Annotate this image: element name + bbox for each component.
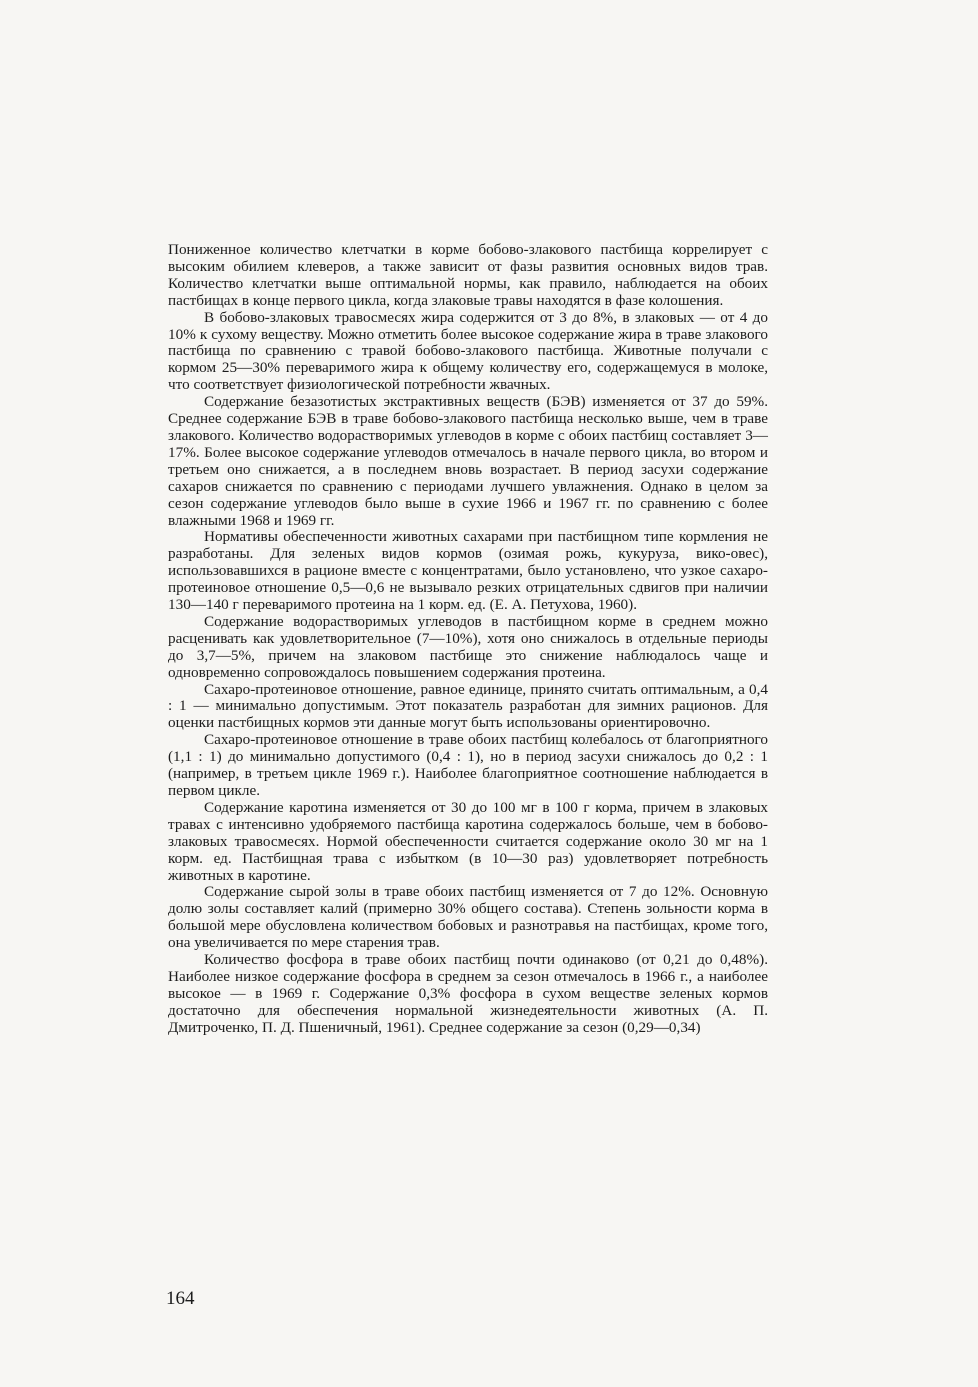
page-number: 164 xyxy=(166,1288,195,1309)
paragraph-fiber: Пониженное количество клетчатки в корме бобово-злакового пастбища коррелирует с высоким обилием клеверов, а также зависит от фазы развития основных видов трав. Количество клетчатки выше оптимальной нормы, как правило, наблюдается на обоих пастбищах в конце первого цикла, когда злаковые травы находятся в фазе колошения. xyxy=(168,241,768,309)
paragraph-sugar-protein-range: Сахаро-протеиновое отношение в траве обоих пастбищ колебалось от благоприятного (1,1 : 1) до минимально допустимого (0,4 : 1), но в период засухи снижалось до 0,2 : 1 (например, в третьем цикле 1969 г.). Наиболее благоприятное соотношение наблюдается в первом цикле. xyxy=(168,731,768,799)
paragraph-phosphorus: Количество фосфора в траве обоих пастбищ почти одинаково (от 0,21 до 0,48%). Наиболее низкое содержание фосфора в среднем за сезон отмечалось в 1966 г., а наиболее высокое — в 1969 г. Содержание 0,3% фосфора в сухом веществе зеленых кормов достаточно для обеспечения нормальной жизнедеятельности животных (А. П. Дмитроченко, П. Д. Пшеничный, 1961). Среднее содержание за сезон (0,29—0,34) xyxy=(168,951,768,1036)
paragraph-fat: В бобово-злаковых травосмесях жира содержится от 3 до 8%, в злаковых — от 4 до 10% к сухому веществу. Можно отметить более высокое содержание жира в траве злакового пастбища по сравнению с травой бобово-злакового пастбища. Животные получали с кормом 25—30% переваримого жира к общему количеству его, содержащемуся в молоке, что соответствует физиологической потребности жвачных. xyxy=(168,308,768,394)
paragraph-soluble-carbohydrates: Содержание водорастворимых углеводов в пастбищном корме в среднем можно расценивать как удовлетворительное (7—10%), хотя оно снижалось в отдельные периоды до 3,7—5%, причем на злаковом пастбище это снижение наблюдалось чаще и одновременно сопровождалось повышением содержания протеина. xyxy=(168,612,768,681)
paragraph-sugar-norms: Нормативы обеспеченности животных сахарами при пастбищном типе кормления не разработаны. Для зеленых видов кормов (озимая рожь, кукуруза, вико-овес), использовавшихся в рационе вместе с концентратами, было установлено, что узкое сахаро-протеиновое отношение 0,5—0,6 не вызывало резких отрицательных сдвигов при наличии 130—140 г переваримого протеина на 1 корм. ед. (Е. А. Петухова, 1960). xyxy=(168,528,768,614)
paragraph-ash: Содержание сырой золы в траве обоих пастбищ изменяется от 7 до 12%. Основную долю золы составляет калий (примерно 30% общего состава). Степень зольности корма в большой мере обусловлена количеством бобовых и разнотравья на пастбищах, кроме того, она увеличивается по мере старения трав. xyxy=(168,883,768,952)
paragraph-nitrogen-free-extract: Содержание безазотистых экстрактивных веществ (БЭВ) изменяется от 37 до 59%. Среднее содержание БЭВ в траве бобово-злакового пастбища несколько выше, чем в траве злакового. Количество водорастворимых углеводов в корме с обоих пастбищ составляет 3—17%. Более высокое содержание углеводов отмечалось в начале первого цикла, во втором и третьем оно снижается, а в последнем вновь возрастает. В период засухи содержание сахаров снижается по сравнению с периодами лучшего увлажнения. Однако в целом за сезон содержание углеводов было выше в сухие 1966 и 1967 гг. по сравнению с более влажными 1968 и 1969 гг. xyxy=(168,393,768,529)
paragraph-carotene: Содержание каротина изменяется от 30 до 100 мг в 100 г корма, причем в злаковых травах с интенсивно удобряемого пастбища каротина содержалось больше, чем в бобово-злаковых травосмесях. Нормой обеспеченности считается содержание около 30 мг на 1 корм. ед. Пастбищная трава с избытком (в 10—30 раз) удовлетворяет потребность животных в каротине. xyxy=(168,798,768,884)
paragraph-sugar-protein-optimum: Сахаро-протеиновое отношение, равное единице, принято считать оптимальным, а 0,4 : 1 — минимально допустимым. Этот показатель разработан для зимних рационов. Для оценки пастбищных кормов эти данные могут быть использованы ориентировочно. xyxy=(168,680,768,732)
page-body xyxy=(168,242,768,1037)
